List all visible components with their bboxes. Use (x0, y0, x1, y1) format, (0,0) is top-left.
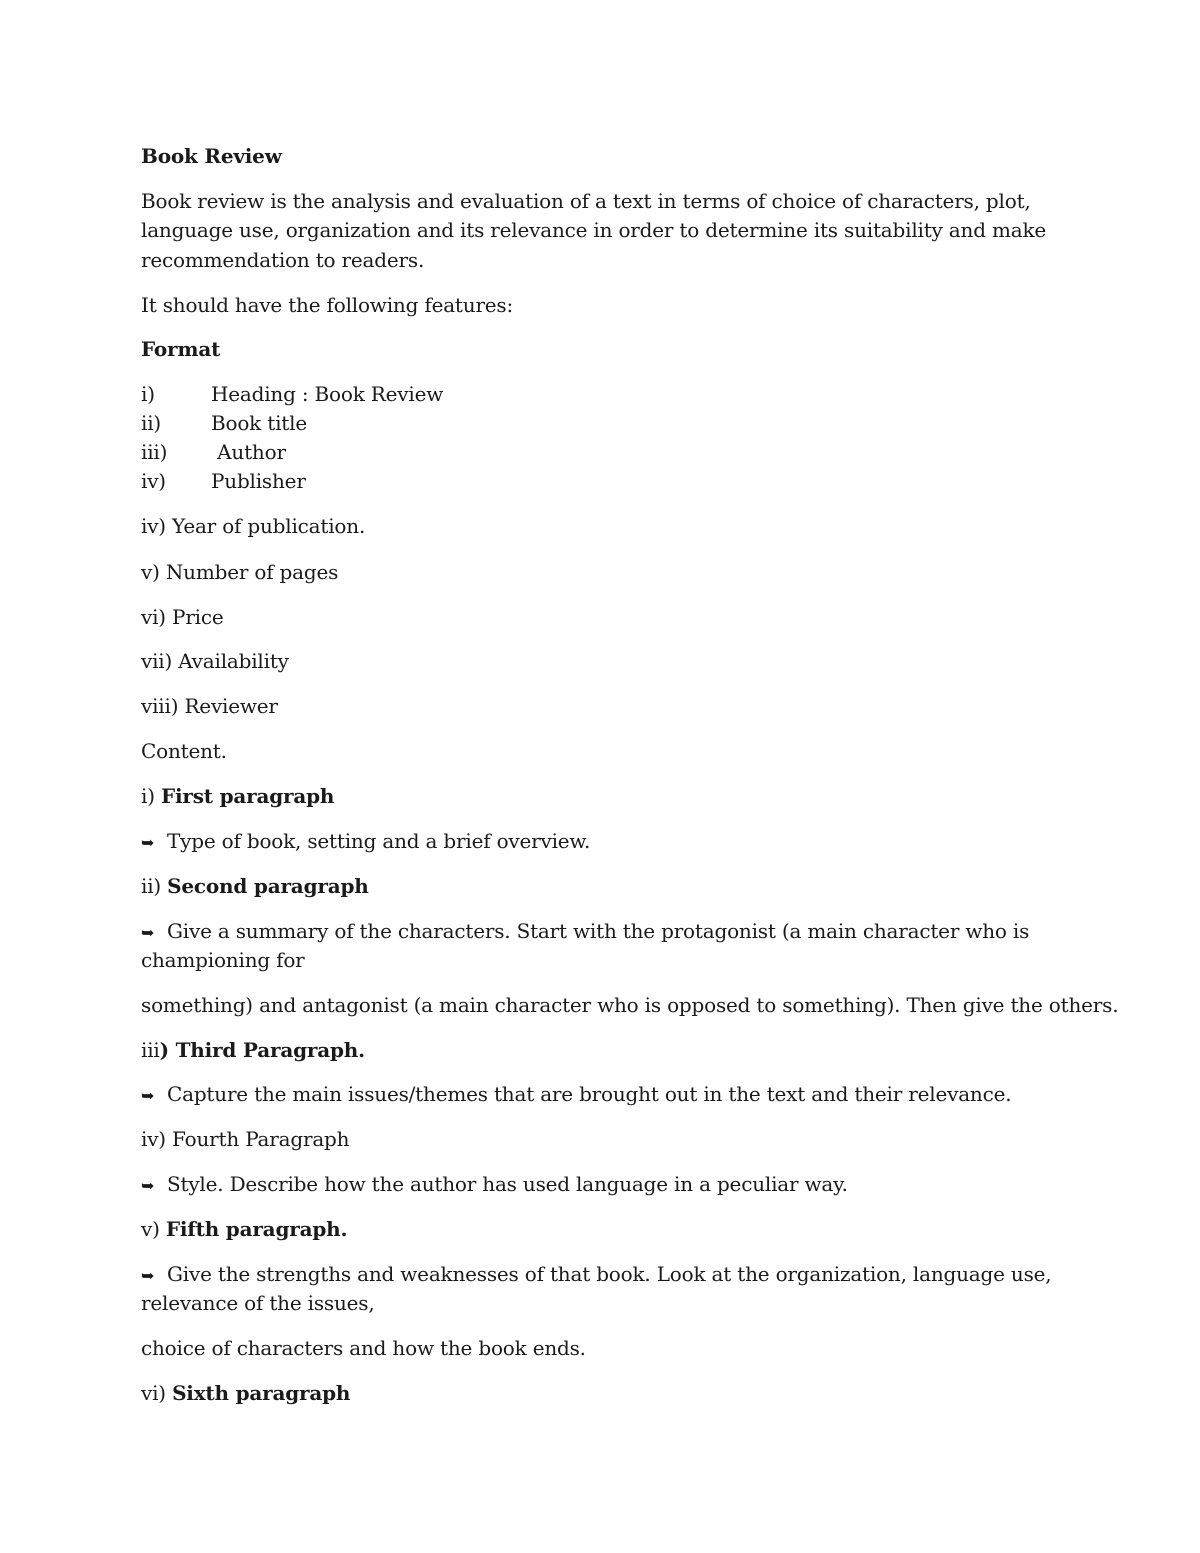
bullet-text: Capture the main issues/themes that are brought out in the text and their relevance. (167, 1082, 1012, 1106)
section-title: Sixth paragraph (172, 1381, 351, 1405)
format-item-text: Publisher (211, 469, 306, 493)
arrow-bullet-icon: ➥ (141, 1086, 155, 1105)
bullet-item (141, 1259, 1051, 1291)
features-lead: It should have the following features: (141, 293, 514, 317)
intro-line-2: language use, organization and its relevance in order to determine its suitability and make (141, 218, 1047, 242)
page-title: Book Review (141, 144, 282, 168)
section-heading-fifth (141, 1214, 347, 1244)
format-extra-item: viii) Reviewer (141, 694, 278, 718)
format-item-number: i) (141, 382, 155, 406)
format-extra-item: vii) Availability (141, 649, 289, 673)
section-title: Fifth paragraph. (165, 1217, 348, 1241)
paragraph-continuation: choice of characters and how the book ends. (141, 1336, 586, 1360)
format-extra-item: vi) Price (141, 605, 224, 629)
section-heading-second (141, 871, 369, 901)
bullet-text-continued: relevance of the issues, (141, 1291, 375, 1315)
paragraph-continuation: something) and antagonist (a main character who is opposed to something). Then give the others. (141, 993, 1119, 1017)
format-item (141, 408, 307, 438)
section-number: i) (141, 784, 161, 808)
section-title: ) Third Paragraph. (159, 1038, 365, 1062)
section-number: vi) (141, 1381, 173, 1405)
bullet-text: Give the strengths and weaknesses of that book. Look at the organization, language use, (167, 1262, 1052, 1286)
arrow-bullet-icon: ➥ (141, 923, 155, 942)
format-item (141, 466, 306, 496)
intro-line-3: recommendation to readers. (141, 248, 425, 272)
bullet-item (141, 1169, 848, 1201)
section-number: ii) (141, 874, 168, 898)
section-title: Second paragraph (167, 874, 369, 898)
bullet-text-continued: championing for (141, 948, 305, 972)
format-item (141, 379, 443, 409)
format-extra-item: iv) Year of publication. (141, 514, 366, 538)
bullet-text: Give a summary of the characters. Start with the protagonist (a main character who is (167, 919, 1030, 943)
format-item (141, 437, 286, 467)
bullet-item (141, 1079, 1011, 1111)
format-item-text: Heading : Book Review (211, 382, 444, 406)
section-heading-third (141, 1035, 365, 1065)
bullet-item (141, 916, 1029, 948)
format-item-text: Author (211, 440, 286, 464)
format-item-text: Book title (211, 411, 307, 435)
arrow-bullet-icon: ➥ (141, 1266, 155, 1285)
section-heading-fourth: iv) Fourth Paragraph (141, 1127, 350, 1151)
bullet-text: Type of book, setting and a brief overview. (167, 829, 591, 853)
section-number: v) (141, 1217, 166, 1241)
arrow-bullet-icon: ➥ (141, 833, 155, 852)
format-item-number: iv) (141, 469, 166, 493)
section-heading-sixth (141, 1378, 350, 1408)
arrow-bullet-icon: ➥ (141, 1176, 155, 1195)
section-heading-first (141, 781, 334, 811)
intro-line-1: Book review is the analysis and evaluation of a text in terms of choice of characters, plot, (141, 189, 1031, 213)
format-item-number: ii) (141, 411, 161, 435)
format-heading: Format (141, 337, 221, 361)
bullet-item (141, 826, 590, 858)
bullet-text: Style. Describe how the author has used language in a peculiar way. (167, 1172, 848, 1196)
format-extra-item: v) Number of pages (141, 560, 339, 584)
format-item-number: iii) (141, 440, 168, 464)
section-title: First paragraph (160, 784, 335, 808)
section-number: iii (141, 1038, 160, 1062)
content-heading: Content. (141, 739, 227, 763)
